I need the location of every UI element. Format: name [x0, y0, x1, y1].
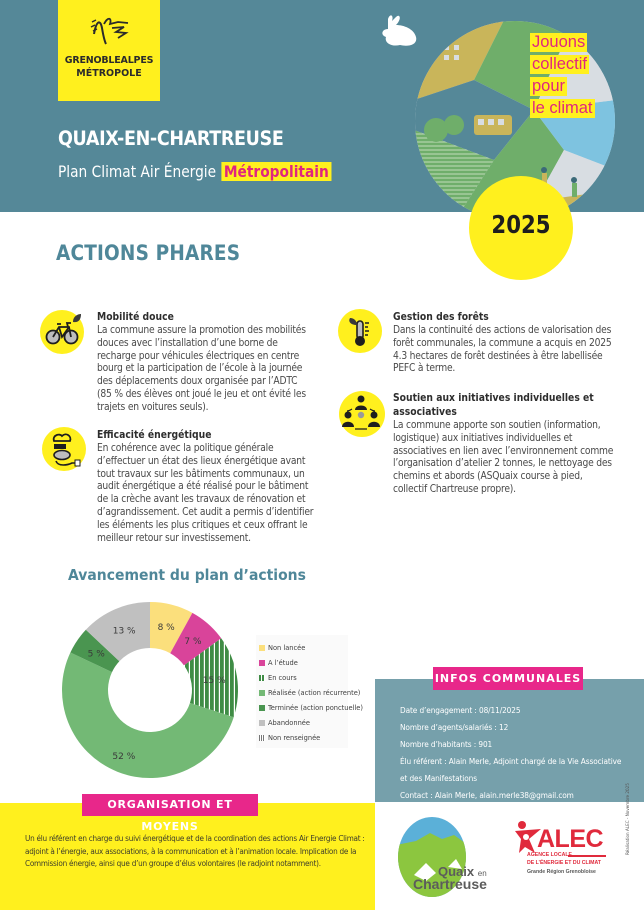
- logo-text-line2: MÉTROPOLE: [76, 68, 142, 79]
- action-title: Mobilité douce: [97, 311, 174, 323]
- donut-data-label: 8 %: [157, 623, 175, 634]
- action-body: La commune assure la promotion des mobilités douces avec l’installation d’une borne de recharge pour véhicules électriques en centre bourg et la participation de l’école à la journée des déplacements doux organisée par l’ADTC (85 % des élèves ont joué le jeu et ont évité les trajets en voitures seuls).: [97, 325, 306, 413]
- credit-vertical-text: Réalisation ALEC - Novembre 2025: [626, 783, 631, 855]
- legend-item: [259, 733, 320, 742]
- alec-logo-sub3: Grande Région Grenobloise: [527, 869, 596, 875]
- legend-swatch: [259, 705, 265, 711]
- legend-item: [259, 643, 305, 652]
- metropole-logo-mark-icon: [88, 14, 132, 46]
- year-badge-text: 2025: [491, 210, 551, 239]
- info-agents: Nombre d’agents/salariés : 12: [400, 722, 509, 732]
- action-body: La commune apporte son soutien (information, logistique) aux initiatives individuelles et associatives en lien avec l’environnement comme l’organisation d’atelier 2 tonnes, le nettoyage des chemins et abords (ASQuaix course à pied, collectif Chartreuse propre).: [393, 420, 614, 495]
- legend-item: [259, 673, 297, 682]
- info-inhabitants: Nombre d’habitants : 901: [400, 739, 493, 749]
- forest-thermometer-icon: [338, 309, 382, 353]
- legend-label: A l’étude: [268, 658, 298, 667]
- legend-label: Non renseignée: [268, 733, 321, 742]
- quaix-logo-en: en: [477, 869, 487, 878]
- legend-item: [259, 718, 310, 727]
- quaix-logo-line1: Quaix: [438, 864, 475, 879]
- info-engagement-date: Date d’engagement : 08/11/2025: [400, 705, 521, 715]
- alec-logo-sub2: DE L’ÉNERGIE ET DU CLIMAT: [527, 860, 601, 866]
- legend-swatch: [259, 720, 265, 726]
- donut-data-label: 7 %: [184, 637, 202, 648]
- legend-label: Réalisée (action récurrente): [268, 688, 361, 697]
- action-body: Dans la continuité des actions de valorisation des forêt communales, la commune a acquis en 2025 4.3 hectares de forêt destinées à être labellisée PEFC à terme.: [393, 325, 612, 375]
- quaix-logo-line2: Chartreuse: [413, 876, 487, 892]
- slogan-line: le climat: [532, 99, 593, 117]
- chart-legend: [256, 635, 363, 748]
- info-contact: Contact : Alain Merle, alain.merle38@gmail.com: [400, 790, 574, 800]
- actions-heading: ACTIONS PHARES: [56, 241, 241, 265]
- action-title: Gestion des forêts: [393, 311, 489, 323]
- donut-chart: [50, 590, 260, 795]
- organisation-body: Un élu référent en charge du suivi énergétique et de la coordination des actions Air Energie Climat : adjoint à l’énergie, aux associations, à la communication et à l’animation locale. Implication de la Commission énergie, ainsi que d’un groupe d’élus volontaires (le radjoint notamment).: [25, 833, 365, 868]
- infos-communales-panel: [375, 679, 644, 802]
- community-people-icon: [339, 391, 385, 437]
- plan-subtitle-highlight: Métropolitain: [221, 162, 331, 181]
- alec-logo-word: ALEC: [537, 825, 604, 853]
- alec-logo-rule: [568, 855, 606, 857]
- legend-swatch: [259, 735, 265, 741]
- slogan-line: collectif: [532, 55, 588, 73]
- action-body: En cohérence avec la politique générale d’effectuer un état des lieux énergétique avant tout travaux sur les bâtiments communaux, un audit énergétique a été réalisé pour le bâtiment de la crèche avant les travaux de rénovation et d’agrandissement. Cet audit a permis d’identifier les éléments les plus critiques et ceux offrant le meilleur retour sur investissement.: [97, 443, 314, 544]
- donut-data-label: 13 %: [112, 626, 136, 637]
- action-title: Efficacité énergétique: [97, 429, 212, 441]
- organisation-heading: ORGANISATION ET MOYENS: [82, 794, 258, 816]
- legend-item: [259, 658, 298, 667]
- bicycle-icon: [40, 310, 84, 354]
- donut-data-label: 52 %: [112, 752, 136, 763]
- legend-label: Abandonnée: [268, 718, 310, 727]
- legend-item: [259, 703, 363, 712]
- logo-text-line1: GRENOBLEALPES: [64, 55, 154, 66]
- plan-subtitle-text: Plan Climat Air Énergie: [58, 162, 217, 181]
- donut-data-label: 15 %: [202, 675, 226, 686]
- plan-subtitle: [58, 162, 331, 181]
- slogan-line: Jouons: [532, 33, 586, 51]
- action-title: Soutien aux initiatives individuelles et associatives: [393, 392, 594, 418]
- legend-swatch: [259, 690, 265, 696]
- info-referent-cont: et des Manifestations: [400, 773, 477, 783]
- donut-data-label: 5 %: [87, 649, 105, 660]
- legend-label: En cours: [268, 673, 297, 682]
- legend-swatch: [259, 660, 265, 666]
- chart-title: Avancement du plan d’actions: [68, 566, 306, 584]
- legend-swatch: [259, 645, 265, 651]
- alec-logo-sub1: AGENCE LOCALE: [527, 852, 572, 858]
- legend-label: Non lancée: [268, 643, 306, 652]
- energy-plug-icon: [42, 427, 86, 471]
- legend-swatch: [259, 675, 265, 681]
- infos-communales-heading: INFOS COMMUNALES: [433, 667, 583, 690]
- legend-item: [259, 688, 360, 697]
- grenoble-alpes-metropole-logo: [58, 0, 160, 101]
- legend-label: Terminée (action ponctuelle): [268, 703, 363, 712]
- slogan-line: pour: [532, 77, 566, 95]
- info-referent: Élu référent : Alain Merle, Adjoint chargé de la Vie Associative: [400, 756, 622, 766]
- commune-title: QUAIX-EN-CHARTREUSE: [58, 127, 284, 150]
- slogan: [530, 32, 630, 120]
